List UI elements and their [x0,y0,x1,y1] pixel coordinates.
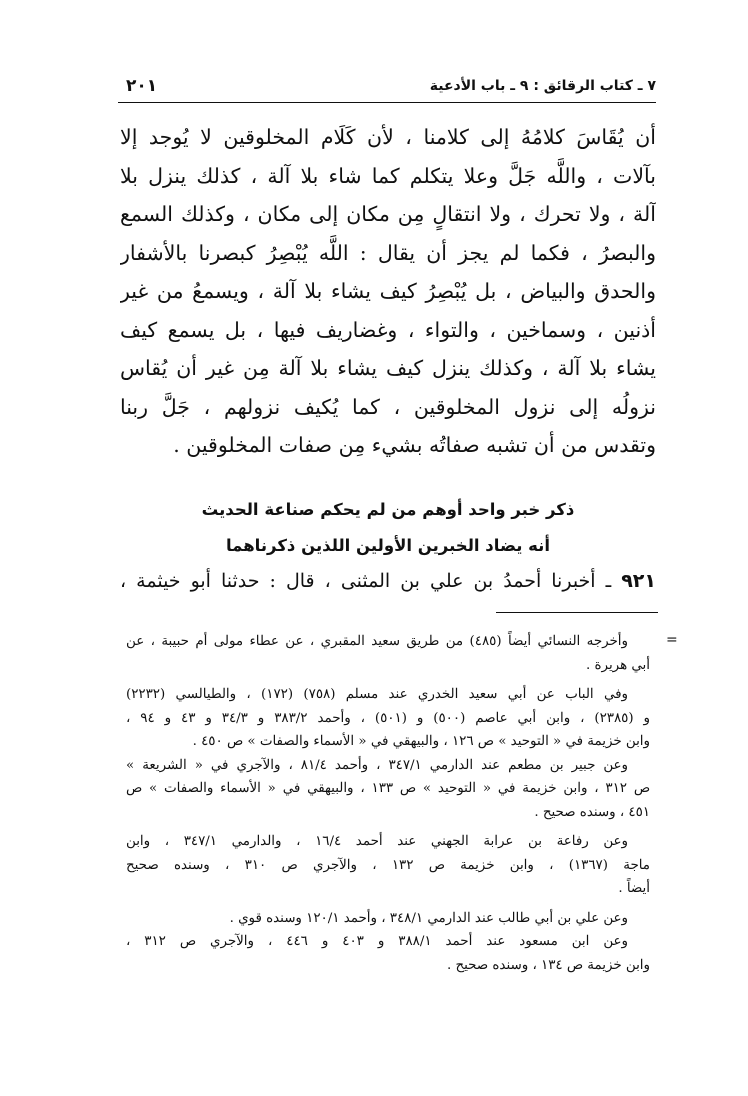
main-text-line: والبصرُ ، فكما لم يجز أن يقال : اللَّه يُبْصِرُ كبصرنا بالأشفار [120,240,656,265]
footnotes [126,630,650,977]
footnote-line: وعن ابن مسعود عند أحمد ٣٨٨/١ و ٤٠٣ و ٤٤٦ ، والآجري ص ٣١٢ ، [126,934,628,949]
main-text-line: والحدق والبياض ، بل يُبْصِرُ كيف يشاء بلا آلة ، ويسمعُ من غير [120,279,656,303]
page-number: ٢٠١ [126,76,158,96]
footnote-line: وابن خزيمة في « التوحيد » ص ١٢٦ ، والبيهقي في « الأسماء والصفات » ص ٤٥٠ . [192,734,650,749]
hadith-text: ـ أخبرنا أحمدُ بن علي بن المثنى ، قال : حدثنا أبو خيثمة ، [120,570,622,592]
footnote-line: وفي الباب عن أبي سعيد الخدري عند مسلم (٧٥٨) (١٧٢) ، والطيالسي (٢٢٣٢) [126,687,628,702]
footnote-line: و (٢٣٨٥) ، وابن أبي عاصم (٥٠٠) و (٥٠١) ، وأحمد ٣٨٣/٢ و ٣٤/٣ و ٤٣ و ٩٤ ، [126,710,650,726]
footnote-line: وعن جبير بن مطعم عند الدارمي ٣٤٧/١ ، وأحمد ٨١/٤ ، والآجري في « الشريعة » [126,757,629,773]
section-heading-line2: أنه يضاد الخبرين الأولين اللذين ذكرناهما [225,536,551,555]
section-heading-line1: ذكر خبر واحد أوهم من لم يحكم صناعة الحديث [201,500,575,519]
footnote-line: أيضاً . [618,881,650,896]
main-text-line: بآلات ، واللَّه جَلَّ وعلا يتكلم كما شاء بلا آلة ، كذلك ينزل بلا [120,163,656,188]
main-text-line: نزولُه إلى نزول المخلوقين ، كما يُكيف نزولهم ، جَلَّ ربنا [120,394,656,419]
footnote-line: أبي هريرة . [586,657,650,673]
main-text-line: أن يُقَاسَ كلامُهُ إلى كلامنا ، لأن كَلَام المخلوقين لا يُوجد إلا [120,125,656,149]
hadith-number: ٩٢١ [621,570,656,592]
footnote-line: ٤٥١ ، وسنده صحيح . [534,804,650,820]
main-text-line: آلة ، ولا تحرك ، ولا انتقالٍ مِن مكان إلى مكان ، وكذلك السمع [120,202,656,226]
hadith-entry [120,566,656,596]
running-header [118,76,656,103]
main-text [120,118,656,465]
footnote-line: وعن رفاعة بن عرابة الجهني عند أحمد ١٦/٤ ، والدارمي ٣٤٧/١ ، وابن [126,834,628,849]
running-title: ٧ ـ كتاب الرقائق : ٩ ـ باب الأدعية [429,78,656,94]
footnote-line: وعن علي بن أبي طالب عند الدارمي ٣٤٨/١ ، وأحمد ١٢٠/١ وسنده قوي . [229,910,628,926]
footnote-line: ماجة (١٣٦٧) ، وابن خزيمة ص ١٣٢ ، والآجري ص ٣١٠ ، وسنده صحيح [126,857,650,873]
footnote-separator [496,612,658,613]
footnote-line: وأخرجه النسائي أيضاً (٤٨٥) من طريق سعيد المقبري ، عن عطاء مولى أم حبيبة ، عن [126,634,628,649]
continuation-mark: = [666,632,678,648]
main-text-line: وتقدس من أن تشبه صفاتُه بشيء مِن صفات المخلوقين . [173,433,656,457]
main-text-line: يشاء بلا آلة ، وكذلك ينزل كيف يشاء بلا آلة مِن غير أن يُقاس [120,356,656,380]
main-text-line: أذنين ، وسماخين ، والتواء ، وغضاريف فيها ، بل يسمع كيف [120,317,656,342]
footnote-line: ص ٣١٢ ، وابن خزيمة في « التوحيد » ص ١٣٣ ، والبيهقي في « الأسماء والصفات » ص [126,781,650,796]
footnote-line: وابن خزيمة ص ١٣٤ ، وسنده صحيح . [446,957,650,973]
